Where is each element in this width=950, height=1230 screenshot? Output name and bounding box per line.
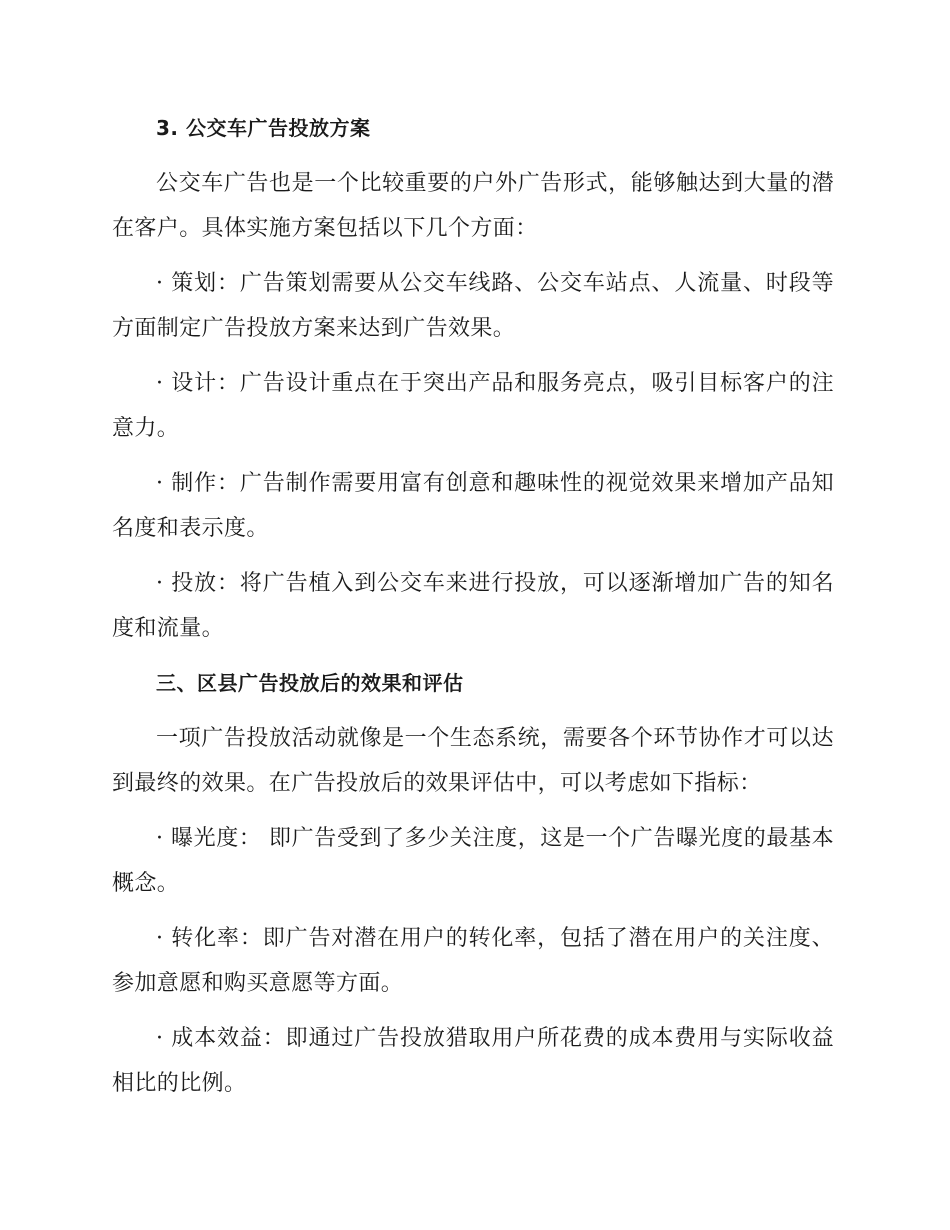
bullet-item-design: · 设计：广告设计重点在于突出产品和服务亮点，吸引目标客户的注意力。 bbox=[112, 371, 834, 441]
bullet-item-cost-benefit: · 成本效益：即通过广告投放猎取用户所花费的成本费用与实际收益相比的比例。 bbox=[112, 1026, 834, 1096]
bullet-item-planning: · 策划：广告策划需要从公交车线路、公交车站点、人流量、时段等方面制定广告投放方案来达到广告效果。 bbox=[112, 271, 834, 341]
bullet-item-conversion: · 转化率：即广告对潜在用户的转化率，包括了潜在用户的关注度、参加意愿和购买意愿等方面。 bbox=[112, 926, 834, 996]
section-heading-evaluation: 三、区县广告投放后的效果和评估 bbox=[156, 671, 464, 695]
bullet-item-production: · 制作：广告制作需要用富有创意和趣味性的视觉效果来增加产品知名度和表示度。 bbox=[112, 471, 834, 541]
section-intro-evaluation: 一项广告投放活动就像是一个生态系统，需要各个环节协作才可以达到最终的效果。在广告投放后的效果评估中，可以考虑如下指标： bbox=[112, 726, 834, 796]
bullet-item-exposure: · 曝光度： 即广告受到了多少关注度，这是一个广告曝光度的最基本概念。 bbox=[112, 826, 834, 896]
document-page bbox=[112, 106, 834, 1116]
section-intro-bus-ads: 公交车广告也是一个比较重要的户外广告形式，能够触达到大量的潜在客户。具体实施方案包括以下几个方面： bbox=[112, 171, 834, 241]
section-heading-bus-ads: 3. 公交车广告投放方案 bbox=[156, 116, 371, 140]
bullet-item-placement: · 投放：将广告植入到公交车来进行投放，可以逐渐增加广告的知名度和流量。 bbox=[112, 571, 834, 641]
